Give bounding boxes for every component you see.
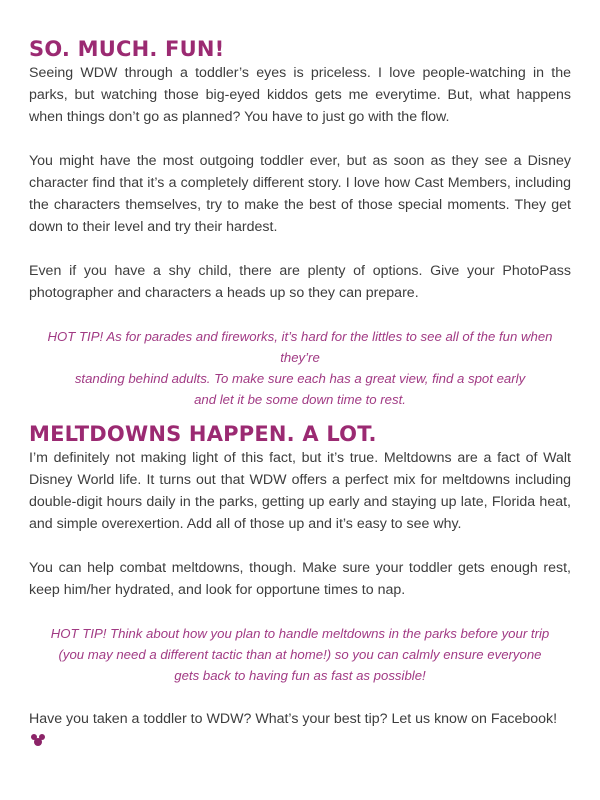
hot-tip-parades — [29, 326, 571, 410]
hot-tip-line: standing behind adults. To make sure each has a great view, find a spot early — [74, 371, 526, 386]
section-heading-fun: SO. MUCH. FUN! — [29, 37, 225, 61]
section-gap — [29, 410, 571, 421]
paragraph-gap — [29, 686, 571, 708]
paragraph-gap — [29, 304, 571, 326]
hot-tip-line: and let it be some down time to rest. — [194, 392, 406, 407]
hot-tip-line: HOT TIP! As for parades and fireworks, it’s hard for the littles to see all of the fun when they’re — [47, 329, 553, 365]
closing-text: Have you taken a toddler to WDW? What’s your best tip? Let us know on Facebook! — [29, 711, 558, 727]
mickey-icon — [31, 734, 45, 746]
section-heading-meltdowns: MELTDOWNS HAPPEN. A LOT. — [29, 422, 377, 446]
closing-paragraph — [29, 708, 571, 752]
paragraph: You might have the most outgoing toddler ever, but as soon as they see a Disney character find that it’s a completely different story. I love how Cast Members, including the characters themselves, try to make the best of those special moments. They get down to their level and try their hardest. — [29, 153, 571, 235]
paragraph-gap — [29, 601, 571, 623]
paragraph: You can help combat meltdowns, though. Make sure your toddler gets enough rest, keep him/her hydrated, and look for opportune times to nap. — [29, 560, 571, 598]
paragraph-gap — [29, 238, 571, 260]
paragraph: I’m definitely not making light of this fact, but it’s true. Meltdowns are a fact of Walt Disney World life. It turns out that WDW offers a perfect mix for meltdowns including double-digit hours daily in the parks, getting up early and staying up late, Florida heat, and simple overexertion. Add all of those up and it’s easy to see why. — [29, 450, 571, 532]
hot-tip-line: (you may need a different tactic than at home!) so you can calmly ensure everyone — [58, 647, 542, 662]
paragraph: Even if you have a shy child, there are plenty of options. Give your PhotoPass photographer and characters a heads up so they can prepare. — [29, 263, 571, 301]
hot-tip-line: HOT TIP! Think about how you plan to handle meltdowns in the parks before your trip — [50, 626, 550, 641]
hot-tip-line: gets back to having fun as fast as possible! — [174, 668, 426, 683]
hot-tip-meltdowns — [29, 623, 571, 686]
paragraph-gap — [29, 128, 571, 150]
paragraph: Seeing WDW through a toddler’s eyes is priceless. I love people-watching in the parks, but watching those big-eyed kiddos gets me everytime. But, what happens when things don’t go as planned? You have to just go with the flow. — [29, 65, 571, 125]
paragraph-gap — [29, 535, 571, 557]
